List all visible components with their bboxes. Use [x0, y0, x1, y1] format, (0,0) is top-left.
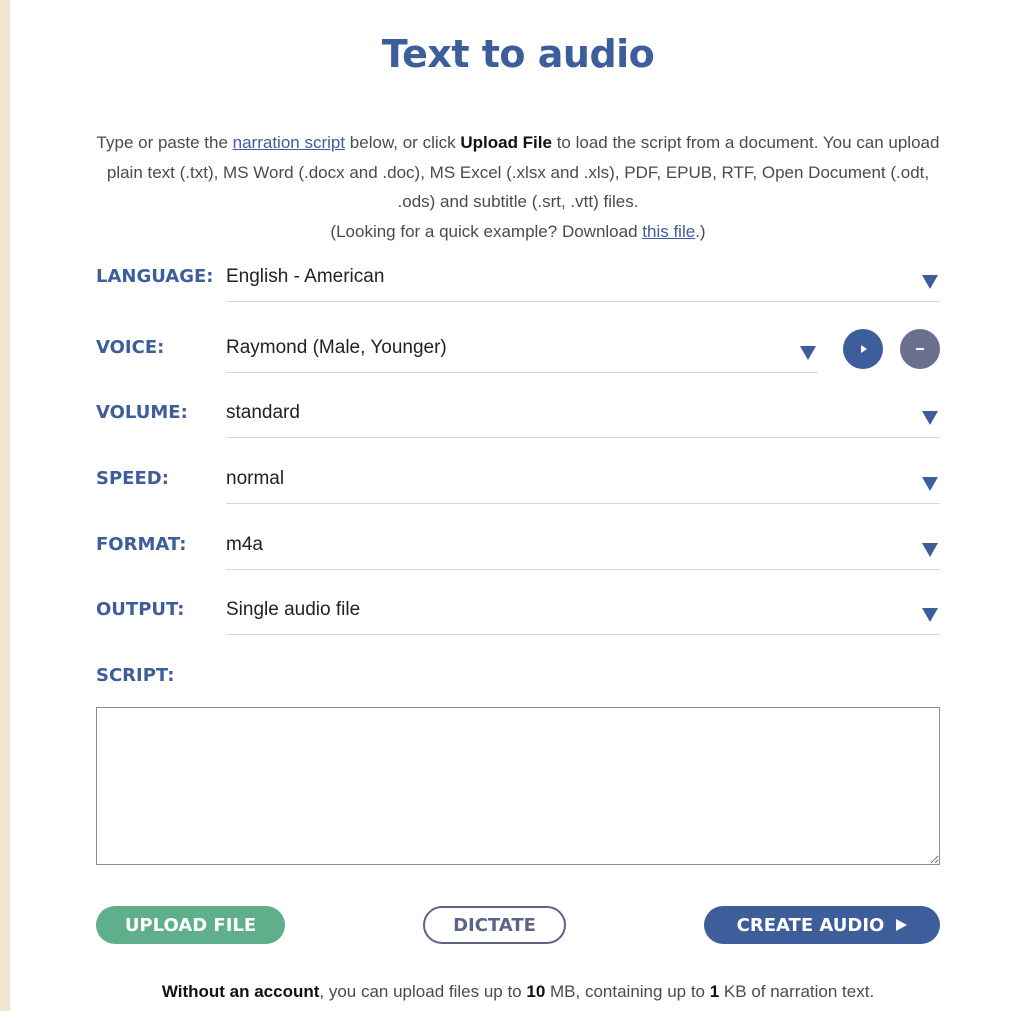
intro-text-part: .): [695, 221, 706, 241]
footer-text: MB, containing up to: [545, 982, 710, 1001]
script-label: SCRIPT:: [96, 665, 175, 686]
upload-limits-note: [96, 980, 940, 1004]
footer-emphasis: 10: [526, 982, 546, 1001]
upload-file-button-label: UPLOAD FILE: [124, 914, 257, 936]
voice-preview-play-button[interactable]: [843, 329, 883, 369]
volume-row: [96, 401, 940, 451]
caret-down-icon: [922, 477, 938, 491]
page-title: Text to audio: [381, 32, 655, 76]
voice-row: [96, 336, 940, 386]
footer-text: KB of narration text.: [719, 982, 875, 1001]
footer-emphasis: Without an account: [161, 982, 320, 1001]
caret-down-icon: [800, 346, 816, 360]
caret-down-icon: [922, 411, 938, 425]
side-strip: [0, 0, 10, 1011]
intro-text: [96, 128, 940, 246]
play-icon: [861, 345, 867, 353]
volume-value: standard: [226, 402, 300, 423]
caret-down-icon: [922, 543, 938, 557]
speed-value: normal: [226, 468, 285, 489]
format-row: [96, 533, 940, 583]
volume-label: VOLUME:: [96, 402, 188, 423]
example-file-link[interactable]: this file: [642, 221, 696, 241]
language-label: LANGUAGE:: [96, 266, 214, 287]
intro-text-part: Type or paste the: [96, 133, 233, 152]
stop-icon: [916, 348, 924, 350]
voice-select[interactable]: [226, 336, 818, 373]
script-textarea[interactable]: [96, 707, 940, 865]
voice-preview-stop-button[interactable]: [900, 329, 940, 369]
language-value: English - American: [226, 266, 385, 287]
voice-value: Raymond (Male, Younger): [226, 337, 447, 358]
narration-script-link[interactable]: narration script: [232, 133, 346, 152]
format-label: FORMAT:: [96, 534, 187, 555]
text-to-audio-page: [96, 0, 940, 1011]
volume-select[interactable]: [226, 401, 940, 438]
voice-label: VOICE:: [96, 337, 165, 358]
speed-select[interactable]: [226, 467, 940, 504]
dictate-button-label: DICTATE: [453, 914, 536, 936]
create-audio-button-label: CREATE AUDIO: [736, 914, 885, 936]
play-arrow-icon: [896, 919, 907, 931]
intro-text-part: to load the script from a document. You can upload plain text (.txt), MS Word (.docx and .doc), MS Excel (.xlsx and .xls), PDF, EPUB, RTF, Open Document (.odt, .ods) and subtitle (.srt, .vtt) files.: [106, 133, 940, 211]
speed-label: SPEED:: [96, 468, 169, 489]
upload-file-emphasis: Upload File: [460, 133, 552, 152]
output-row: [96, 598, 940, 648]
language-row: [96, 265, 940, 315]
intro-text-part: below, or click: [345, 133, 461, 152]
output-select[interactable]: [226, 598, 940, 635]
caret-down-icon: [922, 275, 938, 289]
format-select[interactable]: [226, 533, 940, 570]
create-audio-button[interactable]: [704, 906, 940, 944]
caret-down-icon: [922, 608, 938, 622]
footer-text: , you can upload files up to: [319, 982, 527, 1001]
format-value: m4a: [226, 534, 263, 555]
dictate-button[interactable]: [423, 906, 566, 944]
intro-text-part: (Looking for a quick example? Download: [330, 221, 643, 241]
speed-row: [96, 467, 940, 517]
upload-file-button[interactable]: [96, 906, 285, 944]
output-label: OUTPUT:: [96, 599, 185, 620]
language-select[interactable]: [226, 265, 940, 302]
footer-emphasis: 1: [709, 982, 720, 1001]
output-value: Single audio file: [226, 599, 361, 620]
